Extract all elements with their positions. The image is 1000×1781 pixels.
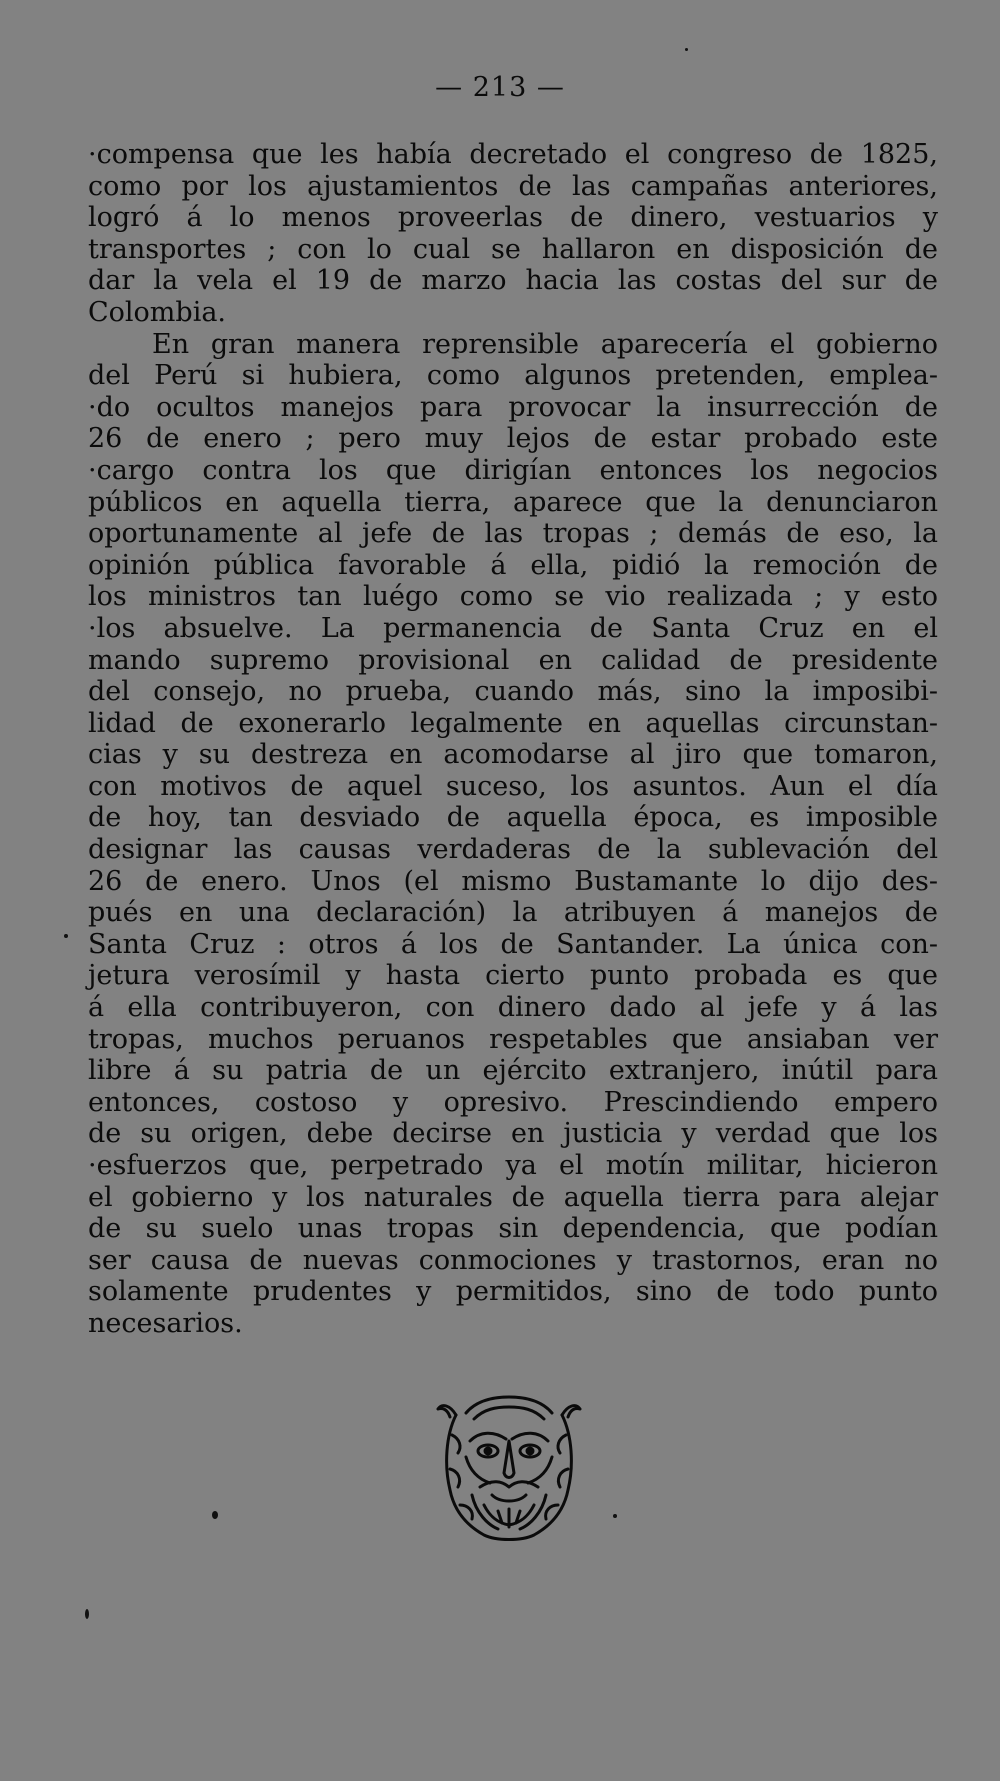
body-text xyxy=(88,139,938,1340)
text-line: el gobierno y los naturales de aquella tierra para alejar xyxy=(88,1181,938,1213)
text-line: á ella contribuyeron, con dinero dado al jefe y á las xyxy=(88,992,938,1024)
print-speck xyxy=(212,1511,218,1519)
text-line: cias y su destreza en acomodarse al jiro que tomaron, xyxy=(88,739,938,771)
print-speck xyxy=(85,1609,89,1619)
text-line: jetura verosímil y hasta cierto punto probada es que xyxy=(88,960,938,992)
text-line: 26 de enero ; pero muy lejos de estar probado este xyxy=(88,423,938,455)
green-man-face-icon xyxy=(436,1395,582,1543)
paragraph-start-line: En gran manera reprensible aparecería el gobierno xyxy=(152,328,938,360)
text-line: dar la vela el 19 de marzo hacia las costas del sur de xyxy=(88,265,938,297)
text-line: 26 de enero. Unos (el mismo Bustamante lo dijo des- xyxy=(88,865,938,897)
text-line: ·esfuerzos que, perpetrado ya el motín militar, hicieron xyxy=(88,1150,938,1181)
text-line: del consejo, no prueba, cuando más, sino la imposibi- xyxy=(88,676,938,708)
text-line: ·do ocultos manejos para provocar la insurrección de xyxy=(88,391,938,423)
text-line: ·cargo contra los que dirigían entonces los negocios xyxy=(88,454,938,486)
text-line: designar las causas verdaderas de la sublevación del xyxy=(88,834,938,866)
text-line: solamente prudentes y permitidos, sino de todo punto xyxy=(88,1276,938,1308)
text-line: oportunamente al jefe de las tropas ; demás de eso, la xyxy=(88,518,938,550)
text-line: ser causa de nuevas conmociones y trastornos, eran no xyxy=(88,1244,938,1276)
text-line: logró á lo menos proveerlas de dinero, vestuarios y xyxy=(88,202,938,234)
text-line: opinión pública favorable á ella, pidió la remoción de xyxy=(88,549,938,581)
text-line: ·compensa que les había decretado el congreso de 1825, xyxy=(88,139,938,170)
text-line: ·los absuelve. La permanencia de Santa Cruz en el xyxy=(88,612,938,644)
text-line: del Perú si hubiera, como algunos pretenden, emplea- xyxy=(88,360,938,392)
text-line: públicos en aquella tierra, aparece que la denunciaron xyxy=(88,486,938,518)
print-speck xyxy=(64,934,68,938)
text-line: transportes ; con lo cual se hallaron en disposición de xyxy=(88,233,938,265)
text-line: de su origen, debe decirse en justicia y verdad que los xyxy=(88,1118,938,1150)
page-number: — 213 — xyxy=(435,72,565,103)
text-line: los ministros tan luégo como se vio realizada ; y esto xyxy=(88,581,938,613)
text-line: tropas, muchos peruanos respetables que ansiaban ver xyxy=(88,1023,938,1055)
text-line: de hoy, tan desviado de aquella época, es imposible xyxy=(88,802,938,834)
print-speck xyxy=(613,1514,617,1518)
text-line: Colombia. xyxy=(88,296,227,328)
text-line: lidad de exonerarlo legalmente en aquellas circunstan- xyxy=(88,707,938,739)
text-line: Santa Cruz : otros á los de Santander. La única con- xyxy=(88,928,938,960)
text-line: necesarios. xyxy=(88,1307,243,1339)
text-line: mando supremo provisional en calidad de presidente xyxy=(88,644,938,676)
text-line: como por los ajustamientos de las campañas anteriores, xyxy=(88,170,938,202)
text-line: libre á su patria de un ejército extranjero, inútil para xyxy=(88,1055,938,1087)
text-line: entonces, costoso y opresivo. Prescindiendo empero xyxy=(88,1086,938,1118)
text-line: con motivos de aquel suceso, los asuntos. Aun el día xyxy=(88,770,938,802)
text-line: de su suelo unas tropas sin dependencia, que podían xyxy=(88,1213,938,1245)
print-speck xyxy=(685,48,688,51)
text-line: pués en una declaración) la atribuyen á manejos de xyxy=(88,897,938,929)
